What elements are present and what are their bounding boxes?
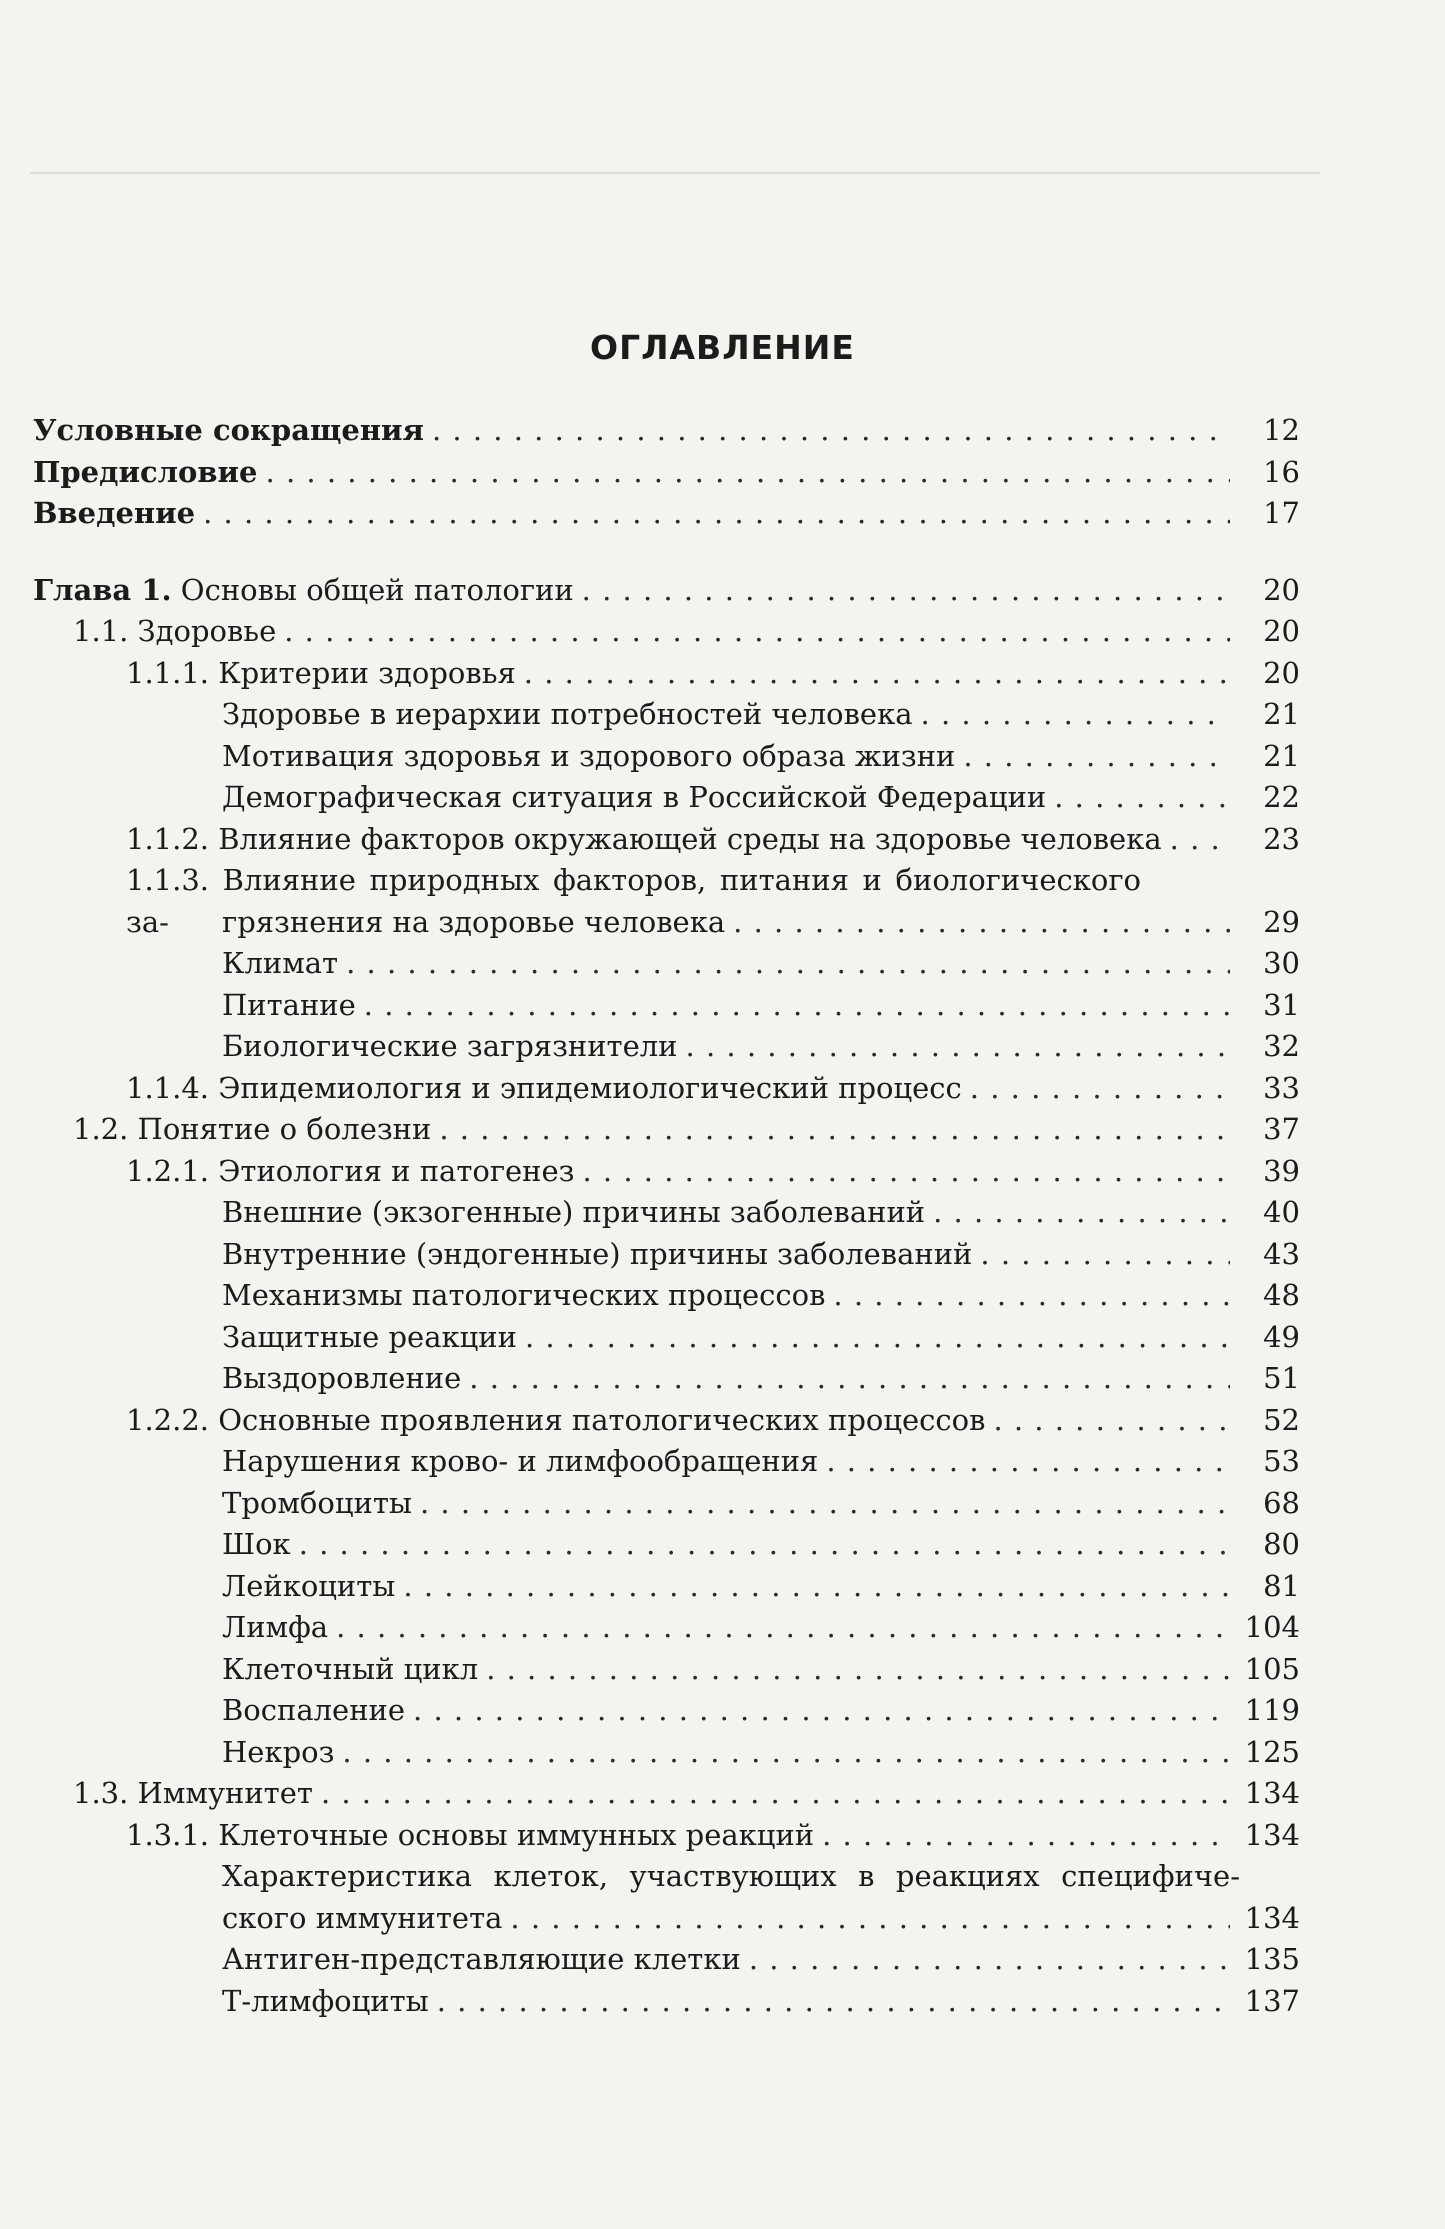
dot-leader: [432, 410, 1230, 452]
toc-entry-page: 37: [1263, 1112, 1300, 1146]
toc-entry-page: 17: [1263, 496, 1300, 530]
toc-entry[interactable]: [33, 1607, 1300, 1649]
toc-entry-title: Лейкоциты: [222, 1568, 396, 1603]
toc-entry-title: Климат: [222, 946, 339, 980]
toc-entry-title: [33, 570, 574, 612]
toc-entry[interactable]: [33, 736, 1300, 778]
toc-entry-page: 134: [1244, 1817, 1300, 1852]
toc-entry-title: Нарушения крово- и лимфообращения: [222, 1444, 819, 1478]
toc-entry-page: 12: [1263, 413, 1300, 447]
toc-entry-page: 21: [1263, 697, 1300, 731]
toc-entry-title: Клеточный цикл: [222, 1651, 479, 1686]
dot-leader: [336, 1607, 1230, 1649]
dot-leader: [403, 1566, 1230, 1608]
toc-entry-title: 1.3.1. Клеточные основы иммунных реакций: [126, 1817, 815, 1852]
toc-entry-page: 104: [1244, 1610, 1300, 1644]
toc-entry-title: Введение: [33, 496, 196, 530]
toc-entry[interactable]: [33, 1192, 1300, 1234]
dot-leader: [525, 1317, 1230, 1359]
toc-entry[interactable]: [33, 1732, 1300, 1774]
toc-entry-page: 20: [1263, 655, 1300, 690]
toc-entry[interactable]: [33, 1773, 1300, 1815]
toc-entry[interactable]: [33, 943, 1300, 985]
toc-entry[interactable]: [33, 1400, 1300, 1442]
toc-entry-page: 125: [1244, 1734, 1300, 1769]
toc-entry-title: Некроз: [222, 1734, 335, 1769]
toc-entry-title: Предисловие: [33, 454, 258, 489]
toc-entry-title: 1.1.3. Влияние природных факторов, питания и биологического за-: [126, 863, 1141, 939]
dot-leader: [993, 1400, 1230, 1442]
toc-entry-page: 119: [1244, 1693, 1300, 1727]
chapter-label: Глава 1.: [33, 572, 172, 607]
toc-entry-title: Питание: [222, 987, 356, 1022]
toc-entry-page: 135: [1244, 1942, 1300, 1976]
toc-entry-page: 105: [1244, 1651, 1300, 1686]
dot-leader: [583, 1151, 1231, 1193]
table-of-contents: [33, 410, 1300, 2022]
toc-entry[interactable]: [33, 1275, 1300, 1317]
toc-entry-title: Характеристика клеток, участвующих в реакциях специфиче-: [222, 1859, 1240, 1893]
toc-entry-chapter[interactable]: [33, 570, 1300, 612]
dot-leader: [346, 943, 1230, 985]
toc-entry[interactable]: [33, 1441, 1300, 1483]
dot-leader: [413, 1690, 1230, 1732]
toc-entry-line1[interactable]: [33, 1856, 1300, 1898]
toc-entry-page: 134: [1244, 1900, 1300, 1935]
toc-entry[interactable]: [33, 493, 1300, 535]
toc-entry-title-cont: ского иммунитета: [222, 1900, 503, 1935]
toc-entry-page: 134: [1244, 1776, 1300, 1810]
dot-leader: [921, 694, 1230, 736]
toc-entry[interactable]: [33, 1815, 1300, 1857]
toc-entry-page: 31: [1263, 987, 1300, 1022]
toc-entry-page: 22: [1263, 780, 1300, 814]
dot-leader: [582, 570, 1230, 612]
toc-entry-page: 48: [1263, 1278, 1300, 1312]
dot-leader: [970, 1068, 1230, 1110]
dot-leader: [486, 1649, 1230, 1691]
toc-entry[interactable]: [33, 653, 1300, 695]
toc-entry-title: Биологические загрязнители: [222, 1029, 678, 1063]
dot-leader: [420, 1483, 1230, 1525]
bleed-through-rule: [30, 172, 1320, 174]
dot-leader: [963, 736, 1230, 778]
toc-entry-title: Условные сокращения: [33, 413, 424, 447]
toc-entry-title: Механизмы патологических процессов: [222, 1278, 826, 1312]
toc-entry-page: 52: [1263, 1402, 1300, 1437]
dot-leader: [980, 1234, 1230, 1276]
toc-entry-title: 1.2. Понятие о болезни: [73, 1112, 432, 1146]
toc-entry[interactable]: [33, 611, 1300, 653]
toc-entry[interactable]: [33, 1026, 1300, 1068]
toc-entry[interactable]: [33, 777, 1300, 819]
toc-entry[interactable]: [33, 1566, 1300, 1608]
toc-entry[interactable]: [33, 1981, 1300, 2023]
toc-entry-page: 81: [1263, 1568, 1300, 1603]
toc-entry[interactable]: [33, 1483, 1300, 1525]
toc-entry[interactable]: [33, 1524, 1300, 1566]
dot-leader: [822, 1815, 1230, 1857]
dot-leader: [686, 1026, 1230, 1068]
toc-entry-page: 68: [1263, 1485, 1300, 1520]
toc-entry-title: Внутренние (эндогенные) причины заболеваний: [222, 1236, 973, 1271]
dot-leader: [524, 653, 1230, 695]
dot-leader: [933, 1192, 1230, 1234]
dot-leader: [749, 1939, 1230, 1981]
toc-entry-page: 16: [1263, 454, 1300, 489]
toc-entry-title: Воспаление: [222, 1693, 406, 1727]
toc-entry[interactable]: [33, 1109, 1300, 1151]
toc-entry[interactable]: [33, 1068, 1300, 1110]
dot-leader: [321, 1773, 1230, 1815]
toc-entry-page: 20: [1263, 572, 1300, 607]
toc-entry-page: 21: [1263, 738, 1300, 773]
toc-entry-title: Лимфа: [222, 1610, 329, 1644]
dot-leader: [1054, 777, 1230, 819]
toc-entry[interactable]: [33, 1939, 1300, 1981]
dot-leader: [203, 493, 1230, 535]
dot-leader: [733, 902, 1230, 944]
toc-entry-page: 43: [1263, 1236, 1300, 1271]
toc-entry-page: 23: [1263, 821, 1300, 856]
toc-entry-title: 1.1.4. Эпидемиология и эпидемиологический процесс: [126, 1070, 962, 1105]
toc-entry-title: Мотивация здоровья и здорового образа жизни: [222, 738, 956, 773]
dot-leader: [833, 1275, 1230, 1317]
toc-entry-page: 29: [1263, 904, 1300, 939]
dot-leader: [364, 985, 1230, 1027]
dot-leader: [284, 611, 1230, 653]
dot-leader: [437, 1981, 1230, 2023]
toc-entry-title: 1.2.1. Этиология и патогенез: [126, 1153, 575, 1188]
toc-entry-title: Т-лимфоциты: [222, 1983, 429, 2018]
toc-entry-page: 30: [1263, 946, 1300, 980]
toc-entry[interactable]: [33, 694, 1300, 736]
toc-entry-title: 1.2.2. Основные проявления патологических процессов: [126, 1402, 986, 1437]
toc-entry-title: 1.1. Здоровье: [73, 614, 277, 648]
toc-entry-page: 40: [1263, 1195, 1300, 1229]
toc-entry[interactable]: [33, 1649, 1300, 1691]
toc-entry-page: 51: [1263, 1361, 1300, 1395]
toc-entry-title-cont: грязнения на здоровье человека: [222, 904, 726, 939]
toc-entry-page: 53: [1263, 1444, 1300, 1478]
toc-entry-title: Антиген-представляющие клетки: [222, 1942, 741, 1976]
toc-entry[interactable]: [33, 410, 1300, 452]
toc-entry-title: Выздоровление: [222, 1361, 462, 1395]
toc-entry-title: Защитные реакции: [222, 1319, 517, 1354]
toc-entry-title: Тромбоциты: [222, 1485, 412, 1520]
toc-entry-line2[interactable]: [33, 1898, 1300, 1940]
toc-entry[interactable]: [33, 1317, 1300, 1359]
toc-entry-page: 32: [1263, 1029, 1300, 1063]
toc-entry-title: Внешние (экзогенные) причины заболеваний: [222, 1195, 926, 1229]
chapter-title: Основы общей патологии: [180, 572, 574, 607]
toc-entry[interactable]: [33, 1358, 1300, 1400]
toc-entry-title: 1.1.1. Критерии здоровья: [126, 655, 516, 690]
toc-entry-line2[interactable]: [33, 902, 1300, 944]
toc-entry[interactable]: [33, 1151, 1300, 1193]
toc-entry-page: 80: [1263, 1527, 1300, 1561]
dot-leader: [266, 452, 1230, 494]
toc-entry-page: 49: [1263, 1319, 1300, 1354]
toc-entry-title: 1.3. Иммунитет: [73, 1776, 313, 1810]
toc-entry-page: 20: [1263, 614, 1300, 648]
dot-leader: [826, 1441, 1230, 1483]
dot-leader: [299, 1524, 1230, 1566]
toc-entry[interactable]: [33, 819, 1300, 861]
toc-entry-title: Демографическая ситуация в Российской Федерации: [222, 780, 1047, 814]
dot-leader: [342, 1732, 1230, 1774]
toc-entry[interactable]: [33, 452, 1300, 494]
dot-leader: [469, 1358, 1230, 1400]
toc-entry-title: 1.1.2. Влияние факторов окружающей среды на здоровье человека: [126, 821, 1162, 856]
toc-entry[interactable]: [33, 1234, 1300, 1276]
dot-leader: [439, 1109, 1230, 1151]
dot-leader: [1170, 819, 1230, 861]
toc-entry-title: Шок: [222, 1527, 291, 1561]
toc-entry-page: 33: [1263, 1070, 1300, 1105]
toc-entry-page: 39: [1263, 1153, 1300, 1188]
toc-heading: ОГЛАВЛЕНИЕ: [590, 328, 855, 367]
toc-entry-page: 137: [1244, 1983, 1300, 2018]
toc-entry[interactable]: [33, 1690, 1300, 1732]
dot-leader: [510, 1898, 1230, 1940]
toc-entry[interactable]: [33, 985, 1300, 1027]
toc-entry-title: Здоровье в иерархии потребностей человека: [222, 697, 913, 731]
